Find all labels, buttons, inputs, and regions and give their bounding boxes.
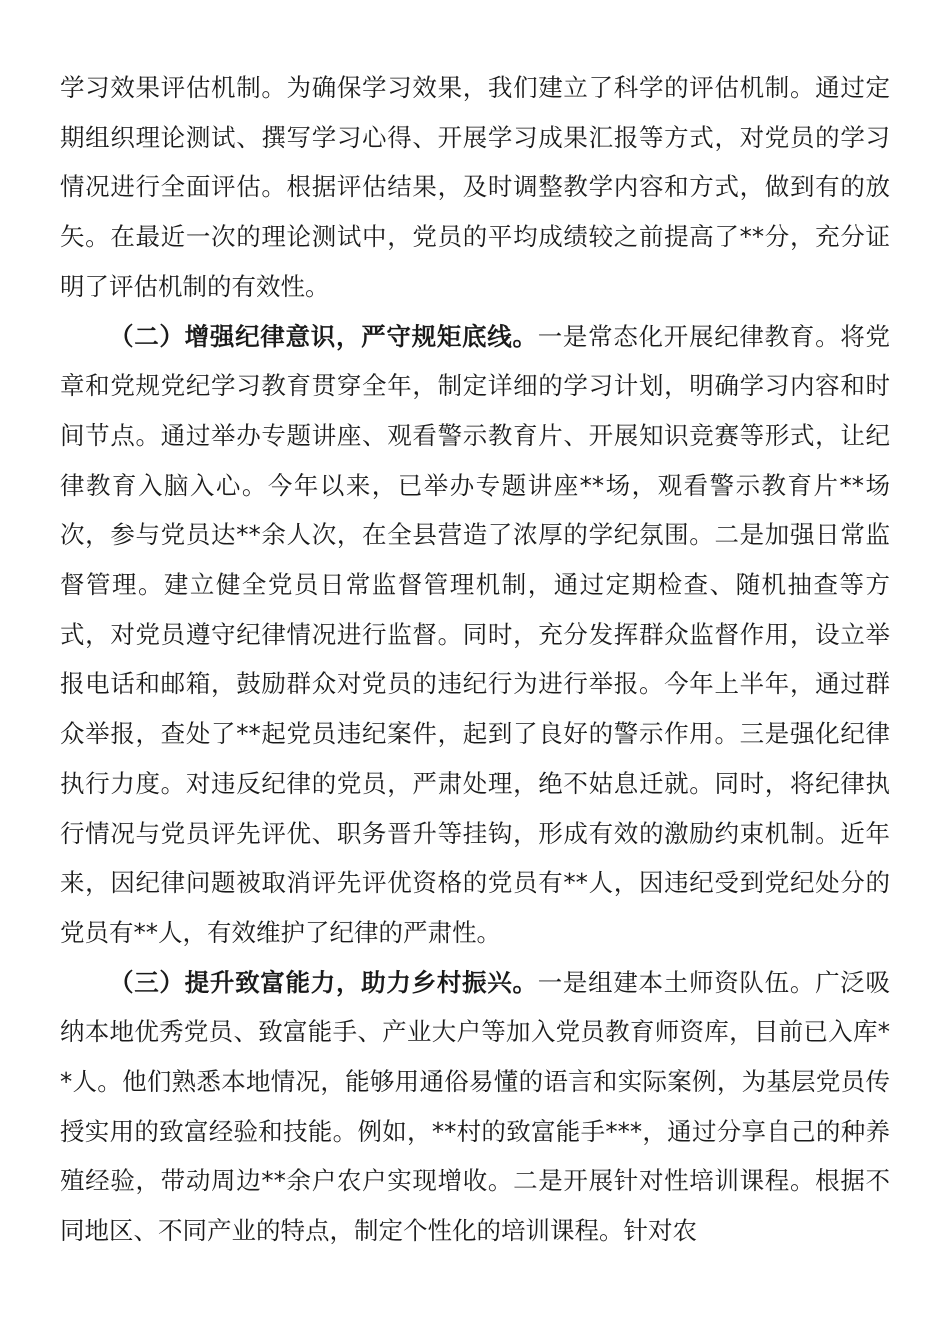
paragraph-discipline-awareness — [60, 312, 890, 958]
paragraph-body: 一是组建本土师资队伍。广泛吸纳本地优秀党员、致富能手、产业大户等加入党员教育师资库，目前已入库**人。他们熟悉本地情况，能够用通俗易懂的语言和实际案例，为基层党员传授实用的致富经验和技能。例如，**村的致富能手***，通过分享自己的种养殖经验，带动周边**余户农户实现增收。二是开展针对性培训课程。根据不同地区、不同产业的特点，制定个性化的培训课程。针对农 — [60, 967, 891, 1246]
paragraph-body: 一是常态化开展纪律教育。将党章和党规党纪学习教育贯穿全年，制定详细的学习计划，明确学习内容和时间节点。通过举办专题讲座、观看警示教育片、开展知识竞赛等形式，让纪律教育入脑入心。今年以来，已举办专题讲座**场，观看警示教育片**场次，参与党员达**余人次，在全县营造了浓厚的学纪氛围。二是加强日常监督管理。建立健全党员日常监督管理机制，通过定期检查、随机抽查等方式，对党员遵守纪律情况进行监督。同时，充分发挥群众监督作用，设立举报电话和邮箱，鼓励群众对党员的违纪行为进行举报。今年上半年，通过群众举报，查处了**起党员违纪案件，起到了良好的警示作用。三是强化纪律执行力度。对违反纪律的党员，严肃处理，绝不姑息迁就。同时，将纪律执行情况与党员评先评优、职务晋升等挂钩，形成有效的激励约束机制。近年来，因纪律问题被取消评先评优资格的党员有**人，因违纪受到党纪处分的党员有**人，有效维护了纪律的严肃性。 — [60, 321, 891, 947]
section-heading-rural: （三）提升致富能力，助力乡村振兴。 — [109, 967, 538, 997]
section-heading-discipline: （二）增强纪律意识，严守规矩底线。 — [109, 321, 538, 351]
paragraph-assessment-mechanism — [60, 63, 890, 312]
paragraph-rural-revitalization — [60, 958, 890, 1256]
paragraph-body: 学习效果评估机制。为确保学习效果，我们建立了科学的评估机制。通过定期组织理论测试、撰写学习心得、开展学习成果汇报等方式，对党员的学习情况进行全面评估。根据评估结果，及时调整教学内容和方式，做到有的放矢。在最近一次的理论测试中，党员的平均成绩较之前提高了**分，充分证明了评估机制的有效性。 — [60, 73, 890, 301]
